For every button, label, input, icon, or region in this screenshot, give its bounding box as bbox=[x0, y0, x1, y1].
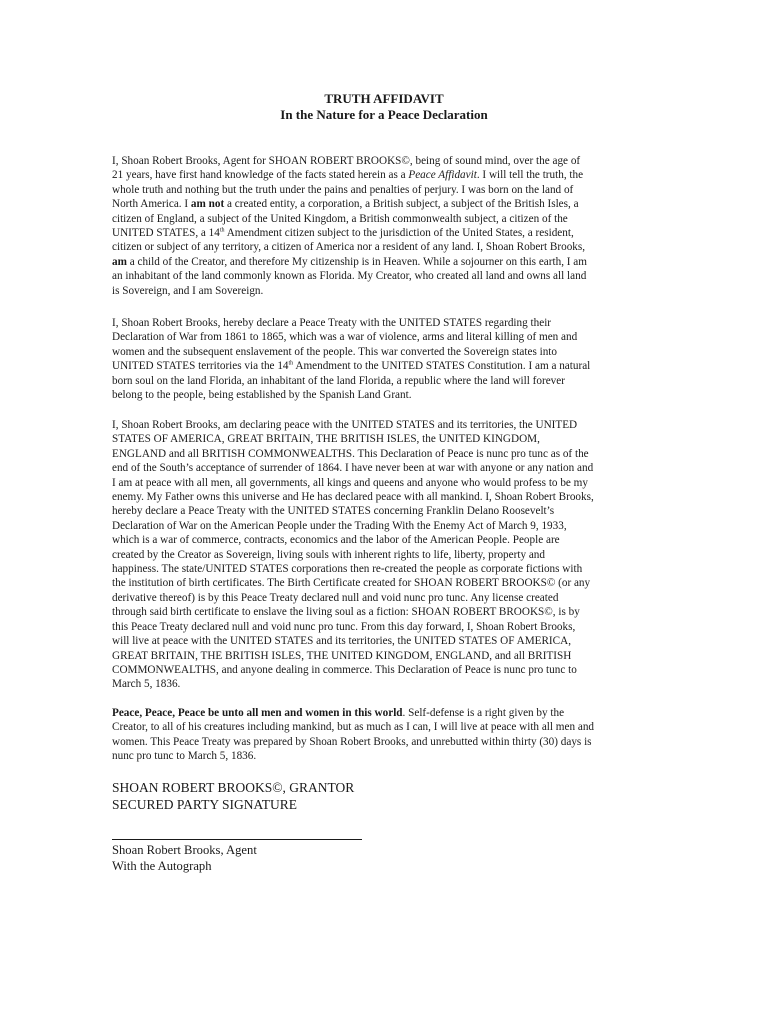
paragraph-2: I, Shoan Robert Brooks, hereby declare a Peace Treaty with the UNITED STATES regarding their Declaration of War from 1861 to 1865, which was a war of violence, arms and literal killing of men and women and the subsequent enslavement of the people. This war converted the Sovereign states into UNITED STATES territories via the 14th Amendment to the UNITED STATES Constitution. I am a natural born soul on the land Florida, an inhabitant of the land Florida, a republic where the land will forever belong to the people, being established by the Spanish Land Grant. bbox=[112, 317, 591, 402]
paragraph-4: Peace, Peace, Peace be unto all men and women in this world. Self-defense is a right given by the Creator, to all of his creatures including mankind, but as much as I can, I will live at peace with all men and women. This Peace Treaty was prepared by Shoan Robert Brooks, and unrebutted within thirty (30) days is nunc pro tunc to March 5, 1836. bbox=[112, 707, 595, 763]
document-subtitle: In the Nature for a Peace Declaration bbox=[280, 107, 488, 122]
paragraph-1: I, Shoan Robert Brooks, Agent for SHOAN ROBERT BROOKS©, being of sound mind, over the age of 21 years, have first hand knowledge of the facts stated herein as a Peace Affidavit. I will tell the truth, the whole truth and nothing but the truth under the pains and penalties of perjury. I was born on the land of North America. I am not a created entity, a corporation, a British subject, a subject of the British Isles, a citizen of England, a subject of the United Kingdom, a British commonwealth subject, a citizen of the UNITED STATES, a 14th Amendment citizen subject to the jurisdiction of the United States, a resident, citizen or subject of any territory, a citizen of America nor a resident of any land. I, Shoan Robert Brooks, am a child of the Creator, and therefore My citizenship is in Heaven. While a sojourner on this earth, I am an inhabitant of the land commonly known as Florida. My Creator, who created all land and owns all land is Sovereign, and I am Sovereign. bbox=[112, 155, 587, 297]
grantor-block bbox=[112, 780, 354, 813]
autograph-label: With the Autograph bbox=[112, 858, 212, 873]
document-title: TRUTH AFFIDAVIT bbox=[324, 91, 444, 106]
agent-block bbox=[112, 843, 257, 874]
grantor-name: SHOAN ROBERT BROOKS©, GRANTOR bbox=[112, 780, 355, 795]
signature-line bbox=[112, 839, 362, 840]
agent-name: Shoan Robert Brooks, Agent bbox=[112, 843, 257, 857]
paragraph-3: I, Shoan Robert Brooks, am declaring peace with the UNITED STATES and its territories, the UNITED STATES OF AMERICA, GREAT BRITAIN, THE BRITISH ISLES, the UNITED KINGDOM, ENGLAND and all BRITISH COMMONWEALTHS. This Declaration of Peace is nunc pro tunc as of the end of the South’s acceptance of surrender of 1864. I have never been at war with anyone or any nation and I am at peace with all men, all governments, all kings and queens and anyone who would profess to be my enemy. My Father owns this universe and He has declared peace with all mankind. I, Shoan Robert Brooks, hereby declare a Peace Treaty with the UNITED STATES concerning Franklin Delano Roosevelt’s Declaration of War on the American People under the Trading With the Enemy Act of March 9, 1933, which is a war of commerce, contracts, economics and the labor of the American People. People are created by the Creator as Sovereign, living souls with inherent rights to life, liberty, property and happiness. The state/UNITED STATES corporations then re-created the people as corporate fictions with the institution of birth certificates. The Birth Certificate created for SHOAN ROBERT BROOKS© (or any derivative thereof) is by this Peace Treaty declared null and void nunc pro tunc. Any license created through said birth certificate to enslave the living soul as a fiction: SHOAN ROBERT BROOKS©, is by this Peace Treaty declared null and void nunc pro tunc. From this day forward, I, Shoan Robert Brooks, will live at peace with the UNITED STATES and its territories, the UNITED STATES OF AMERICA, GREAT BRITAIN, THE BRITISH ISLES, THE UNITED KINGDOM, ENGLAND, and all BRITISH COMMONWEALTHS, and anyone dealing in commerce. This Declaration of Peace is nunc pro tunc to March 5, 1836. bbox=[112, 419, 594, 691]
secured-party-label: SECURED PARTY SIGNATURE bbox=[112, 796, 297, 812]
